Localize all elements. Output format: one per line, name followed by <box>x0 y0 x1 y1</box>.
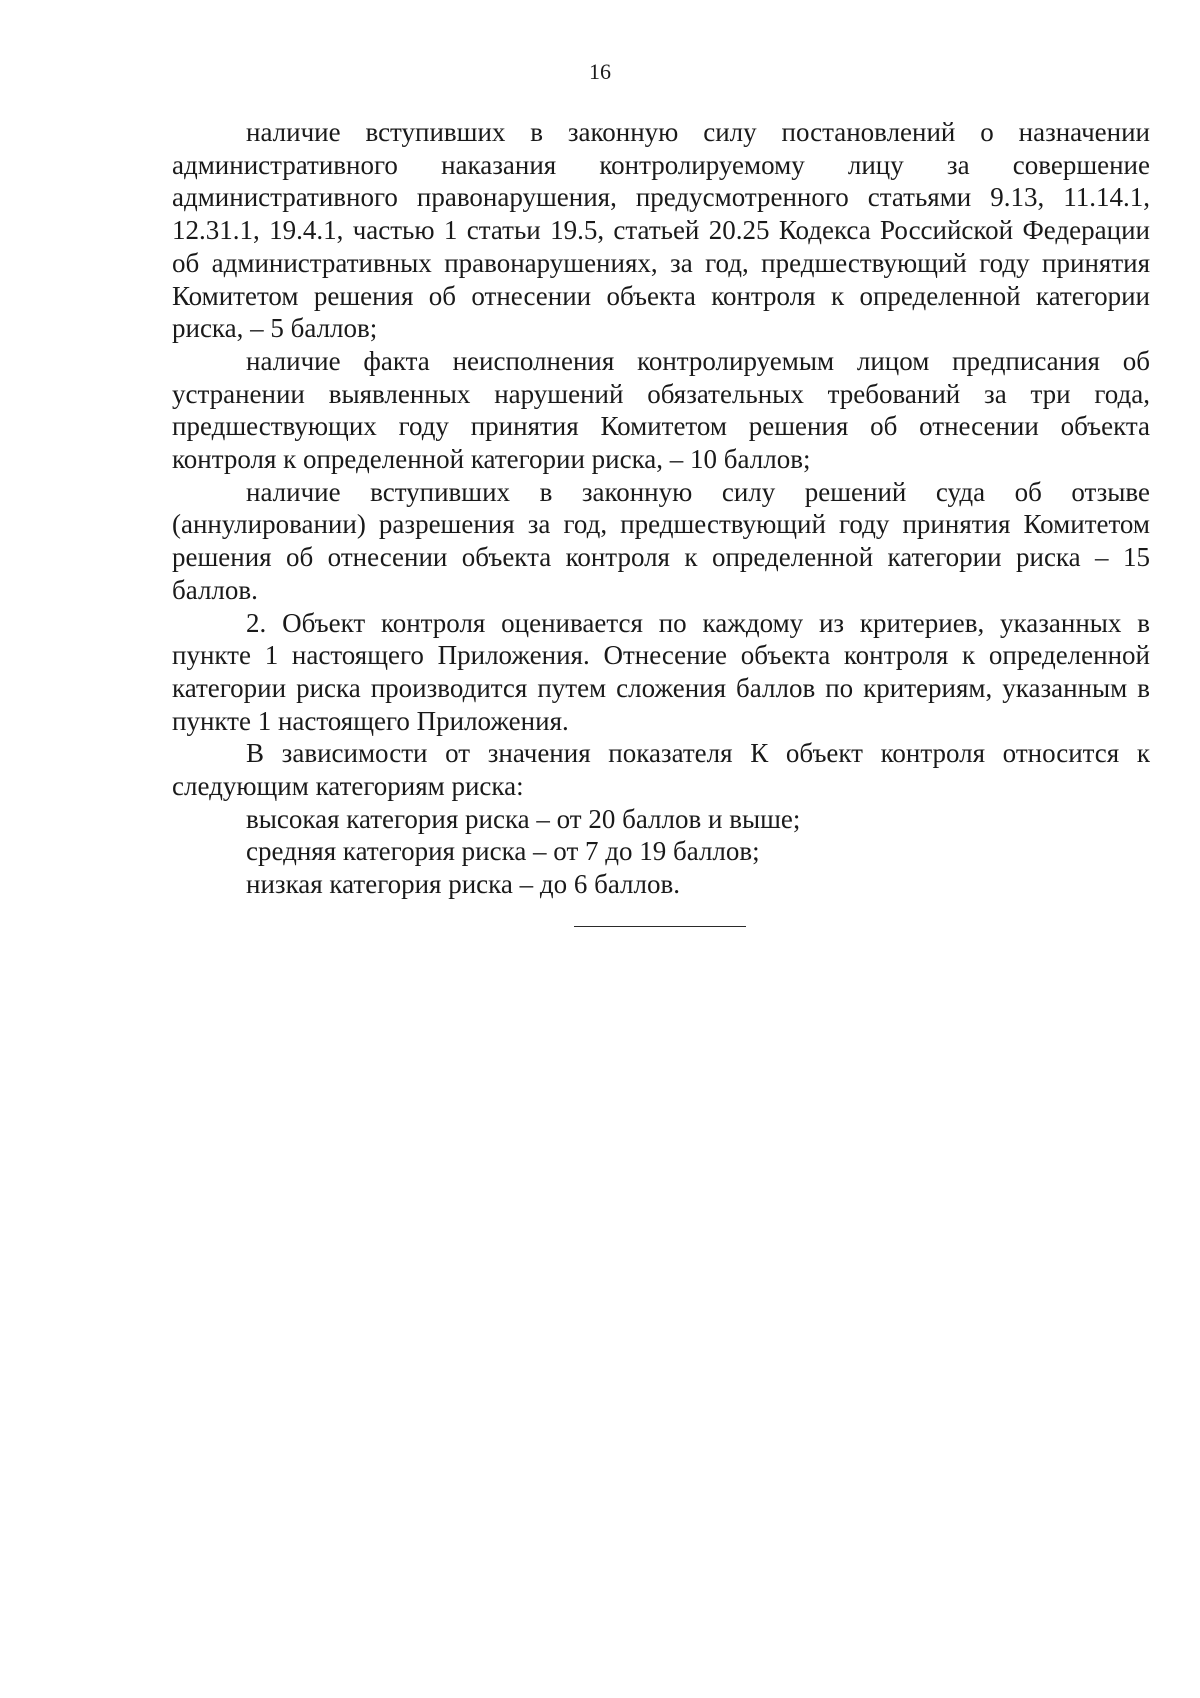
end-of-document-rule <box>574 926 746 927</box>
paragraph-criterion-admin-penalties: наличие вступивших в законную силу постановлений о назначении административного наказания контролируемому лицу за совершение административного правонарушения, предусмотренного статьями 9.13, 11.14.1, 12.31.1, 19.4.1, частью 1 статьи 19.5, статьей 20.25 Кодекса Российской Федерации об административных правонарушениях, за год, предшествующий году принятия Комитетом решения об отнесении объекта контроля к определенной категории риска, – 5 баллов; <box>172 117 1150 344</box>
paragraph-section-2-assessment: 2. Объект контроля оценивается по каждому из критериев, указанных в пункте 1 настоящего Приложения. Отнесение объекта контроля к определенной категории риска производится путем сложения баллов по критериям, указанным в пункте 1 настоящего Приложения. <box>172 607 1150 736</box>
risk-category-medium: средняя категория риска – от 7 до 19 баллов; <box>246 836 760 867</box>
risk-category-low: низкая категория риска – до 6 баллов. <box>246 869 680 900</box>
page-number: 16 <box>589 59 611 84</box>
paragraph-criterion-unfulfilled-order: наличие факта неисполнения контролируемым лицом предписания об устранении выявленных нарушений обязательных требований за три года, предшествующих году принятия Комитетом решения об отнесении объекта контроля к определенной категории риска, – 10 баллов; <box>172 345 1150 475</box>
document-body <box>172 116 1150 901</box>
paragraph-category-intro: В зависимости от значения показателя К объект контроля относится к следующим категориям риска: <box>172 738 1150 802</box>
risk-category-high: высокая категория риска – от 20 баллов и выше; <box>246 803 801 834</box>
risk-category-list <box>172 803 1150 901</box>
paragraph-criterion-court-revocation: наличие вступивших в законную силу решений суда об отзыве (аннулировании) разрешения за год, предшествующий году принятия Комитетом решения об отнесении объекта контроля к определенной категории риска – 15 баллов. <box>172 476 1150 605</box>
